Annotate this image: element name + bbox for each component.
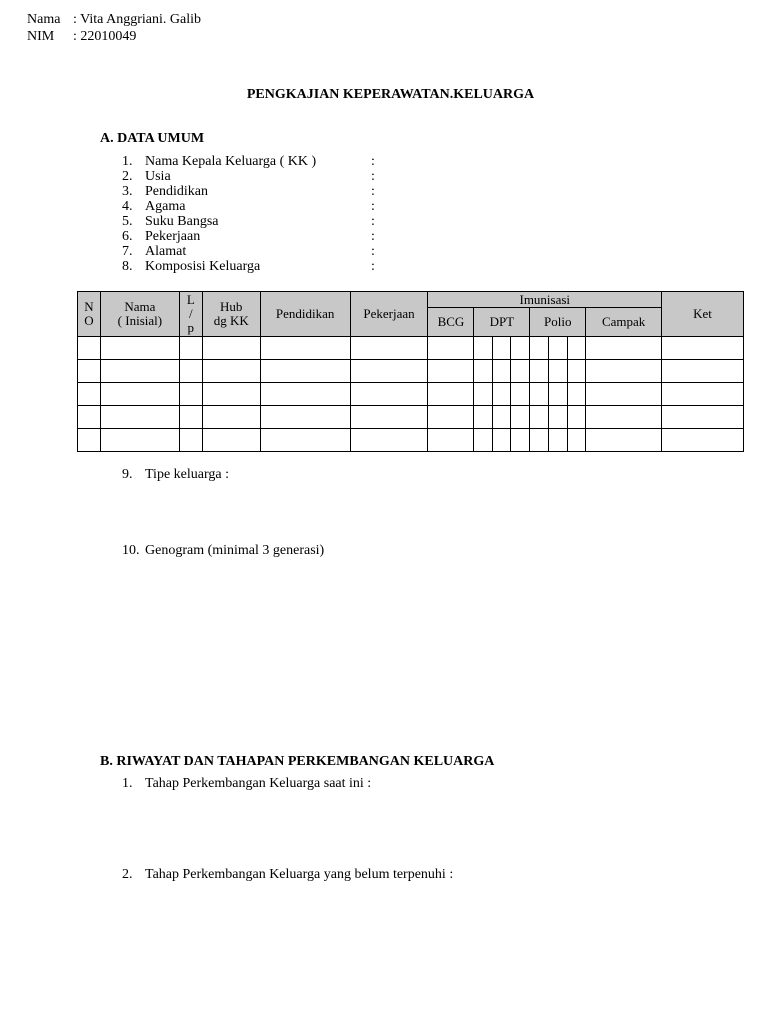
table-cell[interactable] <box>428 429 474 452</box>
item-number: 5. <box>122 214 133 229</box>
table-cell[interactable] <box>100 360 179 383</box>
table-cell[interactable] <box>530 360 549 383</box>
nama-label: Nama <box>27 12 61 27</box>
table-cell[interactable] <box>493 383 511 406</box>
col-ket-header: Ket <box>662 292 744 337</box>
table-cell[interactable] <box>549 383 568 406</box>
table-row <box>78 406 744 429</box>
table-cell[interactable] <box>179 429 202 452</box>
table-cell[interactable] <box>493 429 511 452</box>
header-text: Hub <box>220 299 243 314</box>
table-cell[interactable] <box>78 406 101 429</box>
table-cell[interactable] <box>549 360 568 383</box>
item-label: Suku Bangsa <box>145 214 219 229</box>
list-item <box>0 867 768 883</box>
list-item <box>0 776 768 792</box>
item-label: Alamat <box>145 244 187 259</box>
item-label: Pekerjaan <box>145 229 201 244</box>
table-cell[interactable] <box>474 429 493 452</box>
table-cell[interactable] <box>549 337 568 360</box>
table-cell[interactable] <box>260 406 350 429</box>
section-b-heading: B. RIWAYAT DAN TAHAPAN PERKEMBANGAN KELUARGA <box>100 754 495 769</box>
table-row <box>78 429 744 452</box>
table-cell[interactable] <box>350 429 428 452</box>
item-label: Tipe keluarga : <box>145 467 229 482</box>
table-cell[interactable] <box>260 337 350 360</box>
table-cell[interactable] <box>202 406 260 429</box>
table-cell[interactable] <box>78 337 101 360</box>
table-cell[interactable] <box>78 360 101 383</box>
table-cell[interactable] <box>511 337 530 360</box>
table-cell[interactable] <box>202 337 260 360</box>
item-number: 3. <box>122 184 133 199</box>
item-number: 8. <box>122 259 133 274</box>
table-cell[interactable] <box>179 337 202 360</box>
item-label: Usia <box>145 169 171 184</box>
table-cell[interactable] <box>568 383 586 406</box>
table-cell[interactable] <box>428 406 474 429</box>
table-cell[interactable] <box>202 383 260 406</box>
item-colon: : <box>371 259 375 274</box>
col-dpt-header: DPT <box>474 308 530 337</box>
table-cell[interactable] <box>530 406 549 429</box>
list-item <box>0 184 768 199</box>
table-cell[interactable] <box>530 429 549 452</box>
item-number: 1. <box>122 154 133 169</box>
item-number: 7. <box>122 244 133 259</box>
table-cell[interactable] <box>511 406 530 429</box>
family-composition-table <box>77 291 744 452</box>
table-cell[interactable] <box>568 360 586 383</box>
item-number: 10. <box>122 543 140 558</box>
table-cell[interactable] <box>568 406 586 429</box>
table-cell[interactable] <box>260 429 350 452</box>
col-lp-header <box>179 292 202 337</box>
table-cell[interactable] <box>662 383 744 406</box>
table-header-row <box>78 292 744 308</box>
header-text: L <box>186 292 195 307</box>
table-cell[interactable] <box>511 360 530 383</box>
table-cell[interactable] <box>568 429 586 452</box>
table-cell[interactable] <box>350 360 428 383</box>
table-cell[interactable] <box>202 360 260 383</box>
table-cell[interactable] <box>511 429 530 452</box>
table-cell[interactable] <box>100 429 179 452</box>
table-cell[interactable] <box>350 383 428 406</box>
list-item <box>0 259 768 274</box>
table-cell[interactable] <box>474 383 493 406</box>
table-cell[interactable] <box>428 383 474 406</box>
table-cell[interactable] <box>78 429 101 452</box>
col-hub-header <box>202 292 260 337</box>
table-cell[interactable] <box>100 383 179 406</box>
list-item <box>0 244 768 259</box>
table-cell[interactable] <box>662 429 744 452</box>
item-colon: : <box>371 154 375 169</box>
list-item <box>0 154 768 169</box>
header-text: N <box>84 299 94 314</box>
header-text: ( Inisial) <box>117 313 163 328</box>
list-item <box>0 169 768 184</box>
table-cell[interactable] <box>549 406 568 429</box>
nama-value: : Vita Anggriani. Galib <box>73 12 201 27</box>
list-item <box>0 199 768 214</box>
item-label: Tahap Perkembangan Keluarga yang belum terpenuhi : <box>145 867 454 882</box>
item-label: Genogram (minimal 3 generasi) <box>145 543 325 558</box>
table-cell[interactable] <box>530 383 549 406</box>
section-a-heading: A. DATA UMUM <box>100 131 205 146</box>
table-cell[interactable] <box>586 383 662 406</box>
table-cell[interactable] <box>549 429 568 452</box>
table-cell[interactable] <box>100 337 179 360</box>
table-row <box>78 383 744 406</box>
header-text: / <box>188 306 193 321</box>
header-text: O <box>84 313 94 328</box>
table-row <box>78 360 744 383</box>
col-no-header <box>78 292 101 337</box>
table-cell[interactable] <box>493 406 511 429</box>
table-cell[interactable] <box>586 360 662 383</box>
name-line <box>27 12 201 28</box>
table-cell[interactable] <box>474 337 493 360</box>
table-cell[interactable] <box>179 383 202 406</box>
nim-value: : 22010049 <box>73 29 137 44</box>
item-colon: : <box>371 184 375 199</box>
item-colon: : <box>371 169 375 184</box>
list-item-tipe-keluarga <box>0 467 768 483</box>
item-label: Tahap Perkembangan Keluarga saat ini : <box>145 776 372 791</box>
table-cell[interactable] <box>586 406 662 429</box>
item-label: Nama Kepala Keluarga ( KK ) <box>145 154 317 169</box>
table-cell[interactable] <box>202 429 260 452</box>
table-cell[interactable] <box>428 360 474 383</box>
col-campak-header: Campak <box>586 308 662 337</box>
item-label: Agama <box>145 199 186 214</box>
table-cell[interactable] <box>511 383 530 406</box>
item-number: 9. <box>122 467 133 482</box>
table-cell[interactable] <box>586 429 662 452</box>
table-cell[interactable] <box>493 337 511 360</box>
item-number: 6. <box>122 229 133 244</box>
table-cell[interactable] <box>179 360 202 383</box>
table-cell[interactable] <box>428 337 474 360</box>
table-cell[interactable] <box>662 337 744 360</box>
table-cell[interactable] <box>586 337 662 360</box>
table-cell[interactable] <box>474 406 493 429</box>
col-nama-header <box>100 292 179 337</box>
table-cell[interactable] <box>78 383 101 406</box>
col-imunisasi-header: Imunisasi <box>428 292 662 308</box>
header-text: dg KK <box>213 313 249 328</box>
page-title: PENGKAJIAN KEPERAWATAN.KELUARGA <box>246 87 535 102</box>
item-colon: : <box>371 244 375 259</box>
table-cell[interactable] <box>530 337 549 360</box>
table-cell[interactable] <box>493 360 511 383</box>
item-colon: : <box>371 199 375 214</box>
nim-label: NIM <box>27 29 55 44</box>
table-cell[interactable] <box>260 383 350 406</box>
item-number: 1. <box>122 776 133 791</box>
table-cell[interactable] <box>662 406 744 429</box>
item-number: 2. <box>122 867 133 882</box>
nim-line <box>27 29 136 45</box>
col-pendidikan-header: Pendidikan <box>260 292 350 337</box>
item-number: 4. <box>122 199 133 214</box>
item-colon: : <box>371 214 375 229</box>
col-bcg-header: BCG <box>428 308 474 337</box>
list-item <box>0 214 768 229</box>
col-polio-header: Polio <box>530 308 586 337</box>
item-number: 2. <box>122 169 133 184</box>
table-cell[interactable] <box>350 406 428 429</box>
header-text: Nama <box>124 299 156 314</box>
col-pekerjaan-header: Pekerjaan <box>350 292 428 337</box>
table-cell[interactable] <box>662 360 744 383</box>
item-colon: : <box>371 229 375 244</box>
table-cell[interactable] <box>568 337 586 360</box>
table-cell[interactable] <box>260 360 350 383</box>
data-umum-list <box>0 154 768 276</box>
item-label: Komposisi Keluarga <box>145 259 261 274</box>
table-cell[interactable] <box>179 406 202 429</box>
table-cell[interactable] <box>350 337 428 360</box>
table-cell[interactable] <box>474 360 493 383</box>
list-item <box>0 229 768 244</box>
table-row <box>78 337 744 360</box>
item-label: Pendidikan <box>145 184 208 199</box>
header-text: p <box>187 320 195 335</box>
table-cell[interactable] <box>100 406 179 429</box>
list-item-genogram <box>0 543 768 559</box>
